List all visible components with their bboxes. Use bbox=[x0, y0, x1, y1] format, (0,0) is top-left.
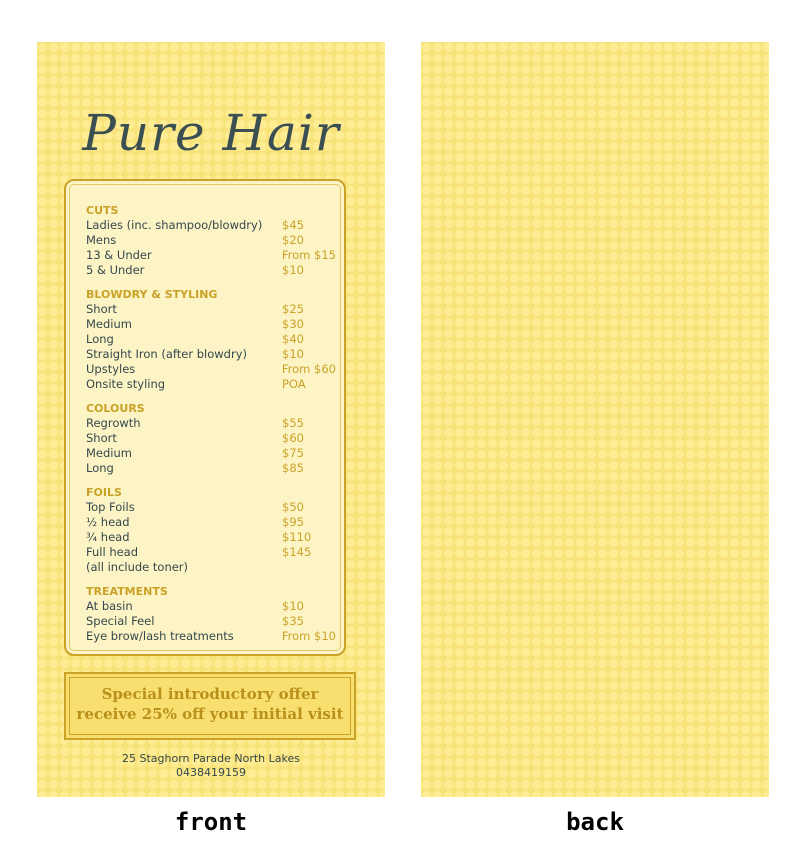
menu-item bbox=[86, 347, 336, 362]
menu-item bbox=[86, 416, 336, 431]
item-price: $95 bbox=[282, 515, 304, 529]
item-price: POA bbox=[282, 377, 306, 391]
item-name: Short bbox=[86, 431, 117, 445]
item-price: $50 bbox=[282, 500, 304, 514]
back-card bbox=[421, 42, 769, 797]
item-price: $45 bbox=[282, 218, 304, 232]
item-name: Top Foils bbox=[86, 500, 135, 514]
item-name: Medium bbox=[86, 317, 132, 331]
menu-section bbox=[86, 287, 336, 392]
menu-item bbox=[86, 248, 336, 263]
menu-item bbox=[86, 545, 336, 560]
menu-section bbox=[86, 203, 336, 278]
offer-line-1: Special introductory offer bbox=[101, 685, 319, 703]
item-name: Full head bbox=[86, 545, 139, 559]
menu-item bbox=[86, 614, 336, 629]
item-price: $30 bbox=[282, 317, 304, 331]
front-card bbox=[37, 42, 385, 797]
menu-item bbox=[86, 377, 336, 392]
menu-item bbox=[86, 317, 336, 332]
item-name: Regrowth bbox=[86, 416, 141, 430]
item-name: Mens bbox=[86, 233, 117, 247]
item-name: Ladies (inc. shampoo/blowdry) bbox=[86, 218, 263, 232]
section-title: COLOURS bbox=[86, 402, 145, 415]
section-title: TREATMENTS bbox=[86, 585, 168, 598]
item-name: Upstyles bbox=[86, 362, 136, 376]
item-price: $10 bbox=[282, 263, 304, 277]
item-name: Medium bbox=[86, 446, 132, 460]
price-menu bbox=[86, 203, 336, 653]
menu-item bbox=[86, 302, 336, 317]
menu-item bbox=[86, 530, 336, 545]
menu-section bbox=[86, 401, 336, 476]
menu-item bbox=[86, 446, 336, 461]
item-price: $35 bbox=[282, 614, 304, 628]
menu-section bbox=[86, 485, 336, 575]
item-name: At basin bbox=[86, 599, 133, 613]
menu-item bbox=[86, 332, 336, 347]
item-name: ¾ head bbox=[86, 530, 130, 544]
item-price: $110 bbox=[282, 530, 312, 544]
item-name: 13 & Under bbox=[86, 248, 152, 262]
item-name: Short bbox=[86, 302, 117, 316]
item-price: From $15 bbox=[281, 248, 336, 262]
item-price: $60 bbox=[282, 431, 304, 445]
item-name: Onsite styling bbox=[86, 377, 166, 391]
menu-item bbox=[86, 515, 336, 530]
item-name: Eye brow/lash treatments bbox=[86, 629, 234, 643]
menu-item bbox=[86, 500, 336, 515]
item-price: From $60 bbox=[281, 362, 336, 376]
menu-item bbox=[86, 362, 336, 377]
item-price: From $10 bbox=[281, 629, 336, 643]
menu-item bbox=[86, 629, 336, 644]
item-price: $20 bbox=[282, 233, 304, 247]
section-title: BLOWDRY & STYLING bbox=[86, 288, 218, 301]
item-name: 5 & Under bbox=[86, 263, 145, 277]
section-title: CUTS bbox=[86, 204, 119, 217]
item-price: $85 bbox=[282, 461, 304, 475]
offer-box bbox=[64, 672, 356, 740]
back-caption: back bbox=[566, 808, 624, 836]
item-name: ½ head bbox=[86, 515, 130, 529]
menu-item bbox=[86, 461, 336, 476]
item-price: $25 bbox=[282, 302, 304, 316]
phone-number: 0438419159 bbox=[176, 766, 246, 779]
item-price: $145 bbox=[282, 545, 312, 559]
item-price: $10 bbox=[282, 599, 304, 613]
item-name: Long bbox=[86, 461, 114, 475]
menu-item bbox=[86, 431, 336, 446]
item-name: Long bbox=[86, 332, 114, 346]
item-name: Straight Iron (after blowdry) bbox=[86, 347, 247, 361]
section-title: FOILS bbox=[86, 486, 122, 499]
item-name: (all include toner) bbox=[86, 560, 189, 574]
front-caption: front bbox=[174, 808, 248, 836]
item-price: $55 bbox=[282, 416, 304, 430]
street-address: 25 Staghorn Parade North Lakes bbox=[121, 752, 300, 765]
logo-title: Pure Hair bbox=[82, 104, 340, 162]
address-block bbox=[37, 752, 385, 780]
price-menu-box bbox=[64, 179, 346, 656]
menu-item bbox=[86, 233, 336, 248]
menu-item bbox=[86, 218, 336, 233]
menu-item bbox=[86, 263, 336, 278]
item-price: $75 bbox=[282, 446, 304, 460]
menu-section bbox=[86, 584, 336, 644]
menu-item bbox=[86, 599, 336, 614]
menu-item bbox=[86, 560, 336, 575]
item-name: Special Feel bbox=[86, 614, 155, 628]
item-price: $40 bbox=[282, 332, 304, 346]
offer-line-2: receive 25% off your initial visit bbox=[76, 705, 344, 723]
item-price: $10 bbox=[282, 347, 304, 361]
